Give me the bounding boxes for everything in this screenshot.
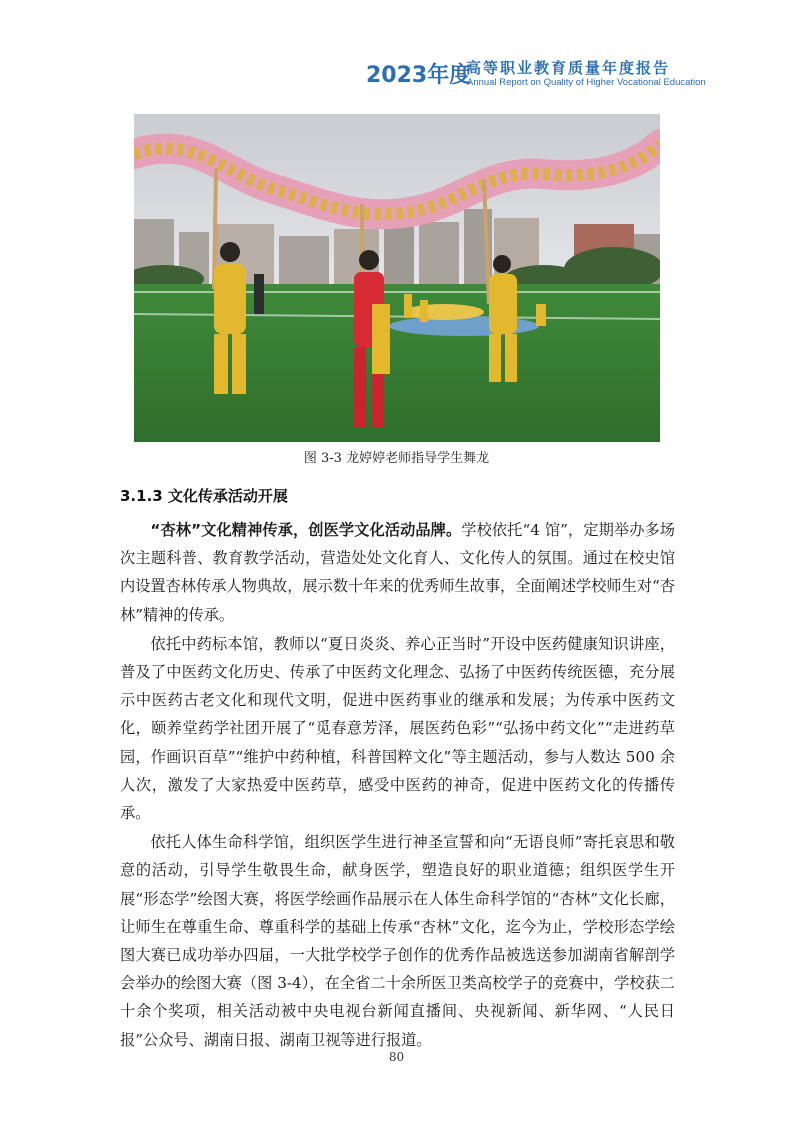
paragraph <box>120 828 675 1054</box>
paragraph-lead: “杏林”文化精神传承，创医学文化活动品牌。 <box>150 521 462 539</box>
section-heading: 3.1.3 文化传承活动开展 <box>120 487 288 505</box>
figure-caption: 图 3-3 龙婷婷老师指导学生舞龙 <box>303 451 490 466</box>
paragraph-text: 依托人体生命科学馆，组织医学生进行神圣宣誓和向“无语良师”寄托哀思和敬意的活动，引导学生敬畏生命，献身医学，塑造良好的职业道德；组织医学生开展“形态学”绘图大赛，将医学绘画作品展示在人体生命科学馆的“杏林”文化长廊，让师生在尊重生命、尊重科学的基础上传承“杏林”文化，迄今为止，学校形态学绘图大赛已成功举办四届，一大批学校学子创作的优秀作品被选送参加湖南省解剖学会举办的绘图大赛（图 3-4），在全省二十余所医卫类高校学子的竞赛中，学校获二十余个奖项，相关活动被中央电视台新闻直播间、央视新闻、新华网、“人民日报”公众号、湖南日报、湖南卫视等进行报道。 <box>120 833 675 1049</box>
paragraph-text: 学校依托“4 馆”，定期举办多场次主题科普、教育教学活动，营造处处文化育人、文化传人的氛围。通过在校史馆内设置杏林传承人物典故，展示数十年来的优秀师生故事，全面阐述学校师生对“杏林”精神的传承。 <box>120 521 675 624</box>
paragraph <box>120 516 675 629</box>
dragon-dance-photo <box>134 114 660 442</box>
report-title-cn: 高等职业教育质量年度报告 <box>466 59 671 77</box>
body-text <box>120 516 675 1055</box>
paragraph-text: 依托中药标本馆，教师以“夏日炎炎、养心正当时”开设中医药健康知识讲座，普及了中医药文化历史、传承了中医药文化理念、弘扬了中医药传统医德，充分展示中医药古老文化和现代文明，促进中医药事业的继承和发展；为传承中医药文化，颐养堂药学社团开展了“觅春意芳泽，展医药色彩”“弘扬中药文化”“走进药草园，作画识百草”“维护中药种植，科普国粹文化”等主题活动，参与人数达 500 余人次，激发了大家热爱中医药草，感受中医药的神奇，促进中医药文化的传播传承。 <box>120 634 675 823</box>
page-number: 80 <box>388 1050 405 1064</box>
page-header <box>0 0 793 100</box>
paragraph <box>120 630 675 827</box>
report-title-en: Annual Report on Quality of Higher Vocational Education <box>467 77 706 88</box>
report-year: 2023年度 <box>366 63 472 88</box>
